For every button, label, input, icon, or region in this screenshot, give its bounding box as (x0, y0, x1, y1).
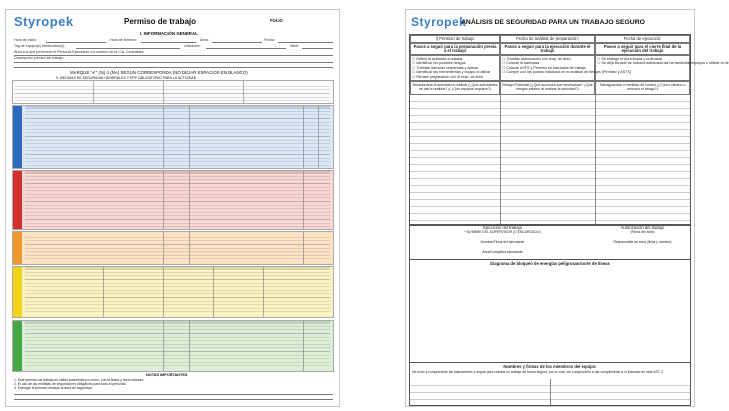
permit-title: Permiso de trabajo (124, 17, 197, 26)
prep-step-checkbox[interactable]: ☐ Revisar preparación con el resp. de área (412, 75, 498, 80)
notes-line-2 (14, 399, 333, 400)
section-safety-measures-title: II. MEDIDAS DE SEGURIDAD GENERALES Y EPP OBLIGATORIO PARA LA ACTIVIDAD (56, 76, 197, 80)
risk-column-header: Riesgo Potencial (¿Qué acciones son necesarias? ¿Qué riesgos existen al realizar la actividad?) (500, 81, 595, 95)
notes-title: NOTAS IMPORTANTES (146, 373, 188, 377)
exec-step-checkbox[interactable]: ☐ Cumplir con los puntos indicados en el análisis de riesgos (Permiso y ASTS) (502, 70, 593, 75)
yellow-section (12, 266, 334, 318)
level-field[interactable] (302, 48, 333, 49)
level-label: Nivel: (290, 44, 299, 48)
team-section (409, 362, 691, 406)
note-3: 3. Entregar el permiso cerrado al área de seguridad. (14, 386, 93, 390)
prep-step-checkbox[interactable]: ☐ Identificar los posibles riesgos. (412, 61, 498, 66)
activity-column-header: Relacionarla la actividad a realizar (¿Qué actividades se van a realizar? y ¿Qué equipos requiere?) (410, 81, 500, 95)
analysis-entry-rows[interactable] (410, 95, 690, 225)
close-steps-header: Pasos a seguir para el cierre final de la ejecución del trabajo (595, 43, 690, 55)
work-description-field-2[interactable] (14, 67, 333, 68)
diagram-label: Diagrama de bloqueo de energías peligrosas/corte de líneas (490, 261, 610, 266)
blue-section (12, 105, 334, 169)
team-statement: He leído y comprendido las indicaciones a seguir para realizar mi trabajo de forma segura, por lo cual, me comprometo a dar cumplimiento a lo indicado en este AST S. (412, 370, 664, 374)
exec-steps-header: Pasos a seguir para la ejecución durante el trabajo (500, 43, 595, 55)
control-column-header: Salvaguardas o medidas de control (¿Cómo elimino o reduzco el riesgo?) (595, 81, 690, 95)
responsible-area-label: Área a la que pertenece el Personal Ejecutante o/o nombre de la Cía. Contratista: (14, 50, 145, 54)
start-time-field[interactable] (46, 42, 106, 43)
end-time-field[interactable] (141, 42, 196, 43)
phase-exec-date-header: Fecha de ejecución: (595, 35, 690, 43)
prep-step-checkbox[interactable]: ☐ Definir la actividad a realizar. (412, 57, 498, 62)
analysis-table (409, 34, 729, 226)
prep-step-checkbox[interactable]: ☐ Tramitar licencias requeridas y aplicar (412, 66, 498, 71)
date-field[interactable] (278, 42, 333, 43)
end-time-label: Hora de termino: (110, 38, 137, 42)
work-description-field[interactable] (14, 62, 333, 63)
notes-line-1 (14, 394, 333, 395)
start-time-label: Hora de inicio: (14, 38, 37, 42)
executor-signature-field[interactable]: Nombre/Firma del ejecutante (480, 239, 525, 244)
equipment-tag-label: Tag de equipo(s) involucrado(s): (14, 44, 66, 48)
executor-company-field[interactable]: Área/Compañía ejecutante (482, 250, 523, 255)
note-1: 1. Este permiso de trabajo es válido solamente por turno, con la fecha y hora indicada. (14, 378, 145, 382)
prep-steps-list (410, 55, 500, 81)
authorization-block (595, 225, 690, 259)
execution-label: Ejecución del trabajo (483, 224, 522, 230)
analysis-title: ANÁLISIS DE SEGURIDAD PARA UN TRABAJO SEGURO (461, 19, 645, 26)
work-description-label: Descripción precisa del trabajo: (14, 56, 65, 60)
authorization-label: Autorización del trabajo (620, 224, 665, 230)
execution-block (410, 225, 595, 259)
green-section (12, 320, 334, 372)
styropek-logo: Styropek (14, 14, 74, 29)
exec-step-checkbox[interactable]: ☐ Colocar ASFS y Permiso en barricada de trabajo (502, 66, 593, 71)
prep-step-checkbox[interactable]: ☐ Identificar las herramientas y equipo a utilizar (412, 70, 498, 75)
work-permit-form (5, 9, 340, 407)
area-responsible-signature-field[interactable]: Responsable de área (firma y nombre) (613, 239, 672, 244)
signature-section (409, 224, 691, 260)
close-step-checkbox[interactable]: ☐ Se deja llenado de manera adecuada las herramientas/equipos o utilizar el de (597, 61, 688, 66)
styropek-logo-right: Styropek (411, 15, 467, 29)
phase-permit-header: I) Permiso de trabajo (410, 35, 500, 43)
date-label: Fecha: (264, 38, 275, 42)
red-section (12, 170, 334, 230)
marking-instruction: MARQUE "✔" (Si) ó (NA) SEGÚN CORRESPONDA (NO DEJAR ESPACIOS EN BLANCO) (70, 70, 248, 75)
execution-sub-label: * NOMBRE DEL SUPERVISOR (O ENCARGADO) (464, 230, 541, 235)
general-measures-block (12, 80, 334, 104)
area-field[interactable] (212, 42, 262, 43)
exec-step-checkbox[interactable]: ☐ Colocar la barricada (502, 61, 593, 66)
note-2: 2. El uso de las medidas de seguridad es obligatorio para todo el personal. (14, 382, 127, 386)
equipment-tag-field[interactable] (76, 48, 180, 49)
section-general-info-title: I. INFORMACIÓN GENERAL (140, 31, 198, 36)
team-label: Nombres y firmas de los miembros del equipo: (503, 364, 597, 369)
orange-section (12, 231, 334, 265)
close-step-checkbox[interactable]: ☐ Se entregó el área limpia y ordenada (597, 57, 688, 62)
area-label: Área: (200, 38, 209, 42)
authorization-sub-label: (Firma del área) (630, 230, 655, 235)
location-field[interactable] (206, 48, 286, 49)
energy-lockout-diagram[interactable] (409, 259, 691, 363)
close-steps-list (595, 55, 729, 81)
folio-label: FOLIO (270, 18, 283, 23)
prep-steps-header: Pasos a seguir para la preparación previa a el trabajo (410, 43, 500, 55)
location-label: Ubicación: (184, 44, 201, 48)
exec-step-checkbox[interactable]: ☐ Tramitar autorización con resp. de área (502, 57, 593, 62)
safety-analysis-form (405, 9, 729, 407)
phase-prep-date-header: Fecha de análisis de preparación: (500, 35, 595, 43)
